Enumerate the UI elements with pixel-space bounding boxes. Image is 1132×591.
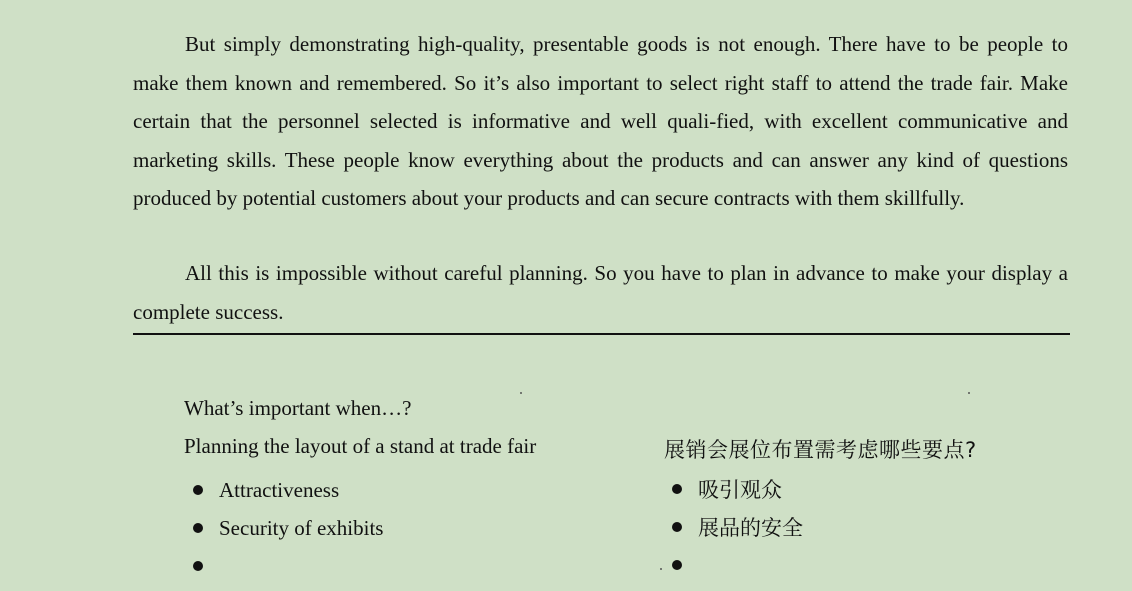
list-item xyxy=(672,471,803,509)
list-item-blank xyxy=(672,547,803,585)
bullet-icon xyxy=(672,484,682,494)
list-item xyxy=(672,509,803,547)
section-divider xyxy=(133,333,1070,335)
paragraph-staff-selection: But simply demonstrating high-quality, presentable goods is not enough. There have to be people to make them known and remembered. So it’s also important to select right staff to attend the trade fair. Make certain that the personnel selected is informative and well quali-fied, with excellent communicative and marketing skills. These people know everything about the products and can answer any kind of questions produced by potential customers about your products and can secure contracts with them skillfully. xyxy=(133,32,1068,210)
list-item-blank xyxy=(193,547,383,585)
list-item xyxy=(193,509,383,547)
list-item-label: Attractiveness xyxy=(219,478,340,502)
paragraph-planning: All this is impossible without careful planning. So you have to plan in advance to make your display a complete success. xyxy=(133,261,1068,324)
bullet-icon xyxy=(193,561,203,571)
english-heading: Planning the layout of a stand at trade fair xyxy=(184,434,537,458)
bullet-icon xyxy=(193,523,203,533)
scan-speck xyxy=(660,568,662,570)
scan-speck xyxy=(520,392,522,394)
bullet-icon xyxy=(672,560,682,570)
list-item-label: 吸引观众 xyxy=(698,478,782,502)
list-item-label: 展品的安全 xyxy=(698,516,803,540)
english-bullet-list xyxy=(193,471,383,585)
bullet-icon xyxy=(193,485,203,495)
scan-speck xyxy=(968,392,970,394)
chinese-bullet-list xyxy=(672,471,803,585)
list-item xyxy=(193,471,383,509)
chinese-heading: 展销会展位布置需考虑哪些要点? xyxy=(664,438,977,462)
bullet-icon xyxy=(672,522,682,532)
list-item-label: Security of exhibits xyxy=(219,516,384,540)
box-title: What’s important when…? xyxy=(184,396,412,420)
